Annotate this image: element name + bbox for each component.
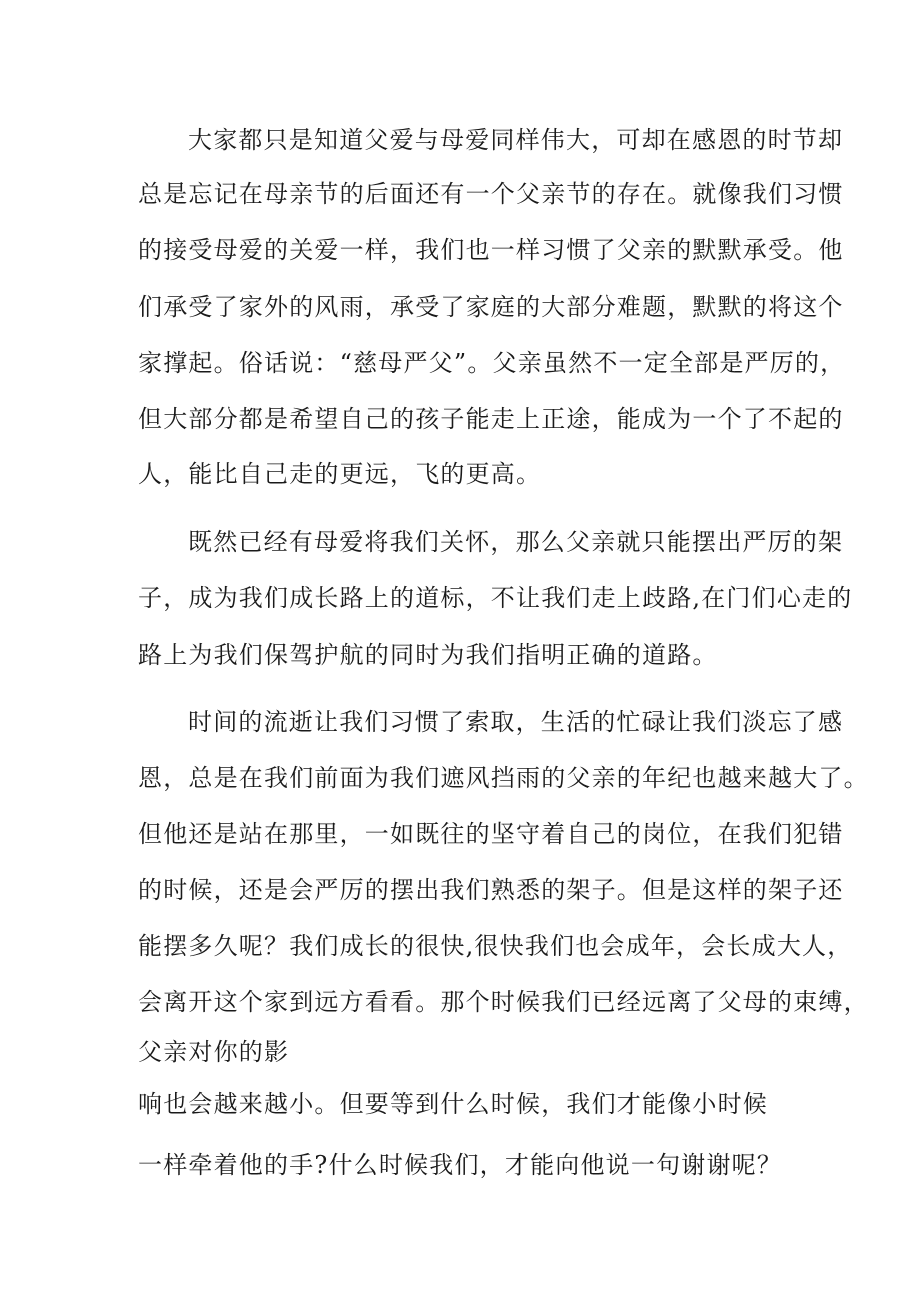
paragraph-3-line-4: 的时候，还是会严厉的摆出我们熟悉的架子。但是这样的架子还 bbox=[138, 876, 844, 904]
paragraph-3-line-3: 但他还是站在那里，一如既往的坚守着自己的岗位，在我们犯错 bbox=[138, 820, 844, 848]
paragraph-3-line-1: 时间的流逝让我们习惯了索取，生活的忙碌让我们淡忘了感 bbox=[188, 708, 844, 736]
paragraph-2-line-1: 既然已经有母爱将我们关怀，那么父亲就只能摆出严厉的架 bbox=[188, 528, 844, 556]
paragraph-3-line-9: 一样牵着他的手?什么时候我们，才能向他说一句谢谢呢？ bbox=[138, 1151, 783, 1179]
paragraph-3-line-2: 恩，总是在我们前面为我们遮风挡雨的父亲的年纪也越来越大了。 bbox=[138, 764, 869, 792]
paragraph-1-line-3: 的接受母爱的关爱一样，我们也一样习惯了父亲的默默承受。他 bbox=[138, 236, 844, 264]
paragraph-3-line-6: 会离开这个家到远方看看。那个时候我们已经远离了父母的束缚， bbox=[138, 988, 869, 1016]
paragraph-1-line-1: 大家都只是知道父爱与母爱同样伟大，可却在感恩的时节却 bbox=[188, 126, 844, 154]
paragraph-3-line-7: 父亲对你的影 bbox=[138, 1038, 290, 1066]
paragraph-3-line-8: 响也会越来越小。但要等到什么时候，我们才能像小时候 bbox=[138, 1090, 768, 1118]
paragraph-1-line-4: 们承受了家外的风雨，承受了家庭的大部分难题，默默的将这个 bbox=[138, 293, 844, 321]
paragraph-1-line-7: 人，能比自己走的更远，飞的更高。 bbox=[138, 460, 542, 488]
paragraph-1-line-5: 家撑起。俗话说：“慈母严父”。父亲虽然不一定全部是严厉的， bbox=[138, 349, 846, 377]
paragraph-1-line-2: 总是忘记在母亲节的后面还有一个父亲节的存在。就像我们习惯 bbox=[138, 180, 844, 208]
paragraph-1-line-6: 但大部分都是希望自己的孩子能走上正途，能成为一个了不起的 bbox=[138, 405, 844, 433]
paragraph-3-line-5: 能摆多久呢？我们成长的很快,很快我们也会成年，会长成大人， bbox=[138, 932, 853, 960]
paragraph-2-line-2: 子，成为我们成长路上的道标，不让我们走上歧路,在门们心走的 bbox=[138, 584, 853, 612]
paragraph-2-line-3: 路上为我们保驾护航的同时为我们指明正确的道路。 bbox=[138, 641, 718, 669]
